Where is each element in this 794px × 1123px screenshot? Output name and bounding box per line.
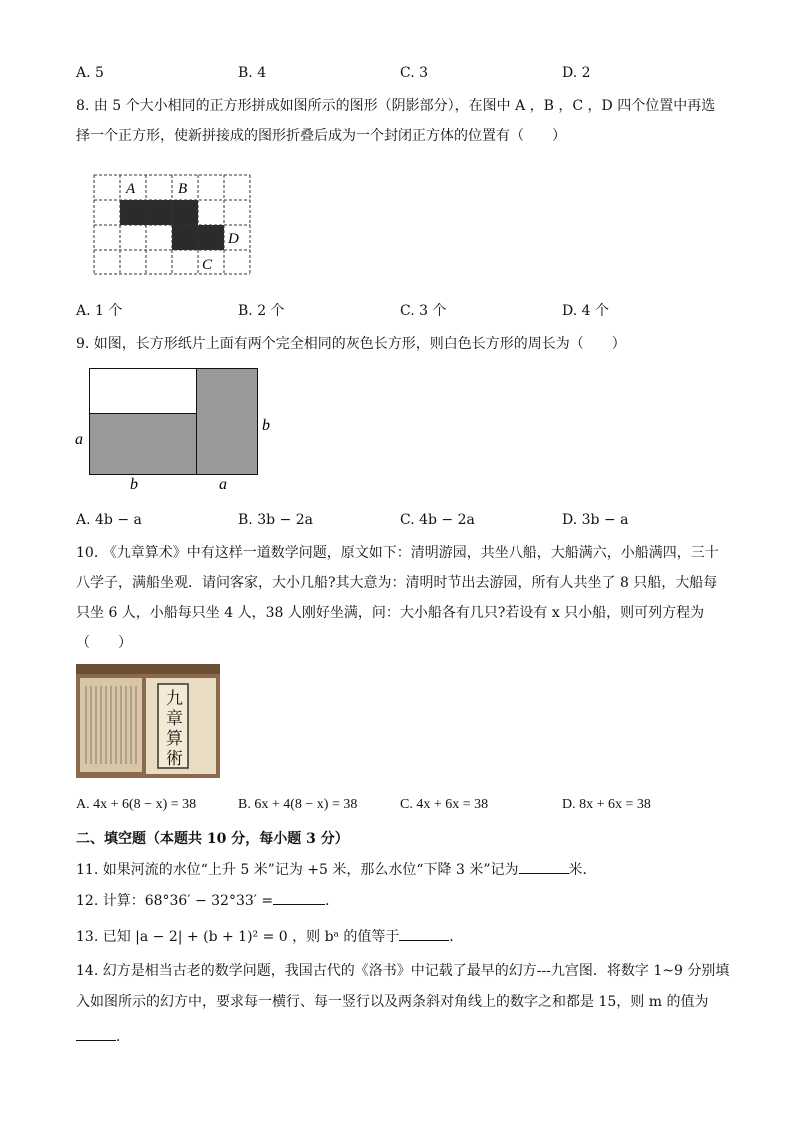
label-b-right: b (262, 417, 270, 434)
q14-answer-blank[interactable] (76, 1026, 116, 1041)
q9-text-line1: 9. 如图，长方形纸片上面有两个完全相同的灰色长方形，则白色长方形的周长为（ ） (76, 336, 626, 352)
dashed-grid (94, 175, 250, 274)
gray-rectangle-left (90, 414, 197, 475)
book-title-char: 術 (166, 749, 183, 768)
q13-answer-blank[interactable] (399, 926, 449, 941)
q7-option-a: A. 5 (76, 65, 104, 81)
q10-text-line4: （ ） (76, 635, 132, 651)
q11-answer-blank[interactable] (519, 859, 569, 874)
q9-rectangle-figure (70, 362, 285, 497)
q9-option-c: C. 4b − 2a (400, 512, 475, 528)
q11-text (76, 859, 597, 879)
q9-option-d: D. 3b − a (562, 512, 629, 528)
q8-option-b: B. 2 个 (238, 303, 285, 319)
book-title-char: 算 (166, 729, 183, 748)
jiuzhang-book-photo (76, 664, 220, 778)
q8-option-c: C. 3 个 (400, 303, 447, 319)
q10-text-line3: 只坐 6 人，小船每只坐 4 人，38 人刚好坐满，问：大小船各有几只?若设有 x 只小船，则可列方程为 (76, 605, 705, 621)
q13-text-after: ． (449, 929, 464, 945)
shaded-square (198, 225, 224, 250)
book-title-char: 章 (166, 709, 183, 728)
grid-label-d: D (228, 231, 239, 247)
q7-option-c: C. 3 (400, 65, 429, 81)
q7-option-d: D. 2 (562, 65, 591, 81)
label-a-left: a (75, 431, 83, 448)
q8-grid-figure (93, 174, 253, 276)
q13-text (76, 926, 463, 946)
q13-text-before: 13. 已知 |a − 2| + (b + 1)² = 0 ，则 bᵃ 的值等于 (76, 929, 400, 945)
gray-rectangle-right (197, 369, 258, 475)
q12-text-before: 12. 计算：68°36′ − 32°33′ = (76, 893, 274, 909)
q14-text-line1: 14. 幻方是相当古老的数学问题，我国古代的《洛书》中记载了最早的幻方---九宫图．将数字 1~9 分别填 (76, 963, 730, 979)
q14-text-line2: 入如图所示的幻方中，要求每一横行、每一竖行以及两条斜对角线上的数字之和都是 15，则 m 的值为 (76, 994, 709, 1010)
shaded-square (146, 200, 172, 225)
q12-answer-blank[interactable] (273, 890, 325, 905)
book-title-char: 九 (166, 689, 183, 708)
q12-text-after: ． (325, 893, 340, 909)
label-b-bottom: b (130, 476, 138, 493)
q10-text-line1: 10. 《九章算术》中有这样一道数学问题，原文如下：清明游园，共坐八船，大船满六，小船满四，三十 (76, 545, 719, 561)
q11-text-before: 11. 如果河流的水位“上升 5 米”记为 +5 米，那么水位“下降 3 米”记为 (76, 862, 519, 878)
q10-option-d: D. 8x + 6x = 38 (562, 797, 651, 812)
section-heading: 二、填空题（本题共 10 分，每小题 3 分） (76, 831, 349, 847)
q8-option-d: D. 4 个 (562, 303, 609, 319)
q14-text-line3 (76, 1026, 130, 1046)
q7-option-b: B. 4 (238, 65, 267, 81)
q9-option-b: B. 3b − 2a (238, 512, 313, 528)
shaded-square (172, 200, 198, 225)
shaded-square (172, 225, 198, 250)
grid-label-c: C (202, 257, 213, 273)
q10-option-c: C. 4x + 6x = 38 (400, 797, 489, 812)
q11-text-after: 米． (568, 862, 597, 878)
grid-label-a: A (126, 181, 136, 197)
shaded-square (120, 200, 146, 225)
label-a-bottom: a (219, 476, 227, 493)
q8-text-line2: 择一个正方形，使新拼接成的图形折叠后成为一个封闭正方体的位置有（ ） (76, 128, 566, 144)
q9-option-a: A. 4b − a (76, 512, 142, 528)
q14-text-after: ． (116, 1029, 130, 1045)
q12-text (76, 890, 339, 910)
q8-option-a: A. 1 个 (76, 303, 123, 319)
grid-label-b: B (178, 181, 188, 197)
q10-option-b: B. 6x + 4(8 − x) = 38 (238, 797, 358, 812)
q10-option-a: A. 4x + 6(8 − x) = 38 (76, 797, 197, 812)
q8-text-line1: 8. 由 5 个大小相同的正方形拼成如图所示的图形（阴影部分），在图中 A ，B ，C ，D 四个位置中再选 (76, 98, 716, 114)
q10-text-line2: 八学子，满船坐观．请问客家，大小几船?其大意为：清明时节出去游园，所有人共坐了 8 只船，大船每 (76, 575, 718, 591)
